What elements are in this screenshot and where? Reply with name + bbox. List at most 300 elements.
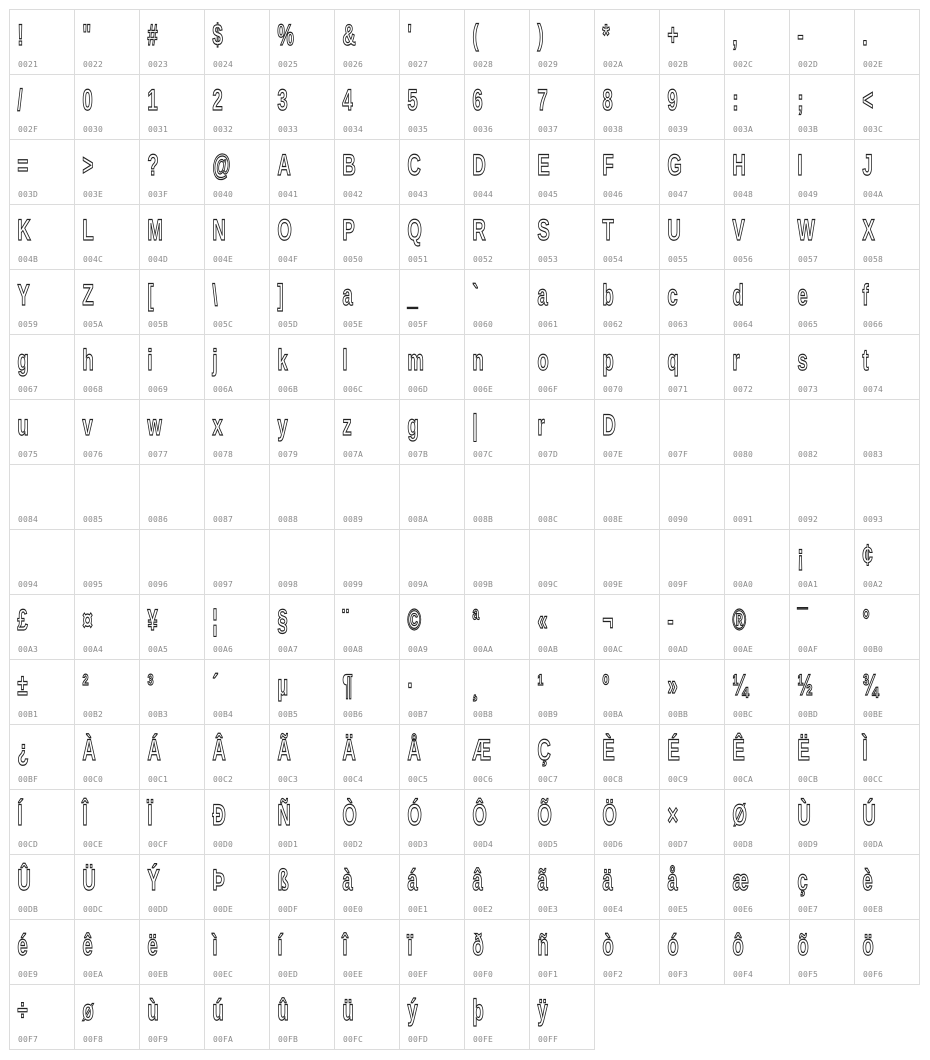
glyph-cell[interactable] (269, 529, 335, 595)
glyph-cell[interactable] (139, 984, 205, 1050)
glyph-cell[interactable] (529, 919, 595, 985)
glyph-cell[interactable] (399, 594, 465, 660)
glyph-preview (663, 471, 699, 511)
glyph-cell[interactable] (334, 139, 400, 205)
glyph-preview: s (797, 344, 808, 377)
glyph-cell[interactable] (529, 594, 595, 660)
glyph-cell[interactable] (334, 464, 400, 530)
glyph-cell[interactable] (659, 334, 725, 400)
glyph-preview: ] (277, 279, 283, 312)
glyph-cell[interactable] (9, 269, 75, 335)
glyph-cell[interactable] (399, 529, 465, 595)
glyph-cell[interactable] (269, 724, 335, 790)
glyph-preview: M (147, 214, 163, 247)
glyph-preview: ? (147, 149, 159, 182)
glyph-cell[interactable] (9, 659, 75, 725)
glyph-cell[interactable] (9, 399, 75, 465)
glyph-cell[interactable] (269, 139, 335, 205)
glyph-cell[interactable] (529, 854, 595, 920)
glyph-cell[interactable] (139, 659, 205, 725)
glyph-preview (533, 471, 569, 511)
glyph-cell[interactable] (74, 204, 140, 270)
glyph-cell[interactable] (854, 854, 920, 920)
glyph-preview: ¼ (732, 669, 748, 702)
glyph-code-label: 0056 (733, 255, 754, 264)
glyph-preview: A (277, 149, 291, 182)
glyph-cell[interactable] (854, 334, 920, 400)
glyph-code-label: 00F2 (603, 970, 624, 979)
glyph-code-label: 0069 (148, 385, 169, 394)
glyph-code-label: 008B (473, 515, 494, 524)
glyph-cell[interactable] (74, 984, 140, 1050)
glyph-cell[interactable] (594, 789, 660, 855)
glyph-cell[interactable] (594, 529, 660, 595)
glyph-cell[interactable] (529, 724, 595, 790)
glyph-preview (858, 406, 894, 446)
glyph-preview: ¬ (602, 604, 613, 637)
glyph-cell[interactable] (464, 789, 530, 855)
glyph-cell[interactable] (659, 529, 725, 595)
glyph-cell[interactable] (724, 594, 790, 660)
glyph-cell[interactable] (204, 529, 270, 595)
glyph-cell[interactable] (464, 204, 530, 270)
glyph-cell[interactable] (789, 334, 855, 400)
glyph-cell[interactable] (204, 74, 270, 140)
glyph-cell[interactable] (399, 464, 465, 530)
glyph-cell[interactable] (464, 724, 530, 790)
glyph-cell[interactable] (204, 594, 270, 660)
glyph-code-label: 00A0 (733, 580, 754, 589)
glyph-cell[interactable] (724, 659, 790, 725)
glyph-cell[interactable] (139, 269, 205, 335)
glyph-cell[interactable] (204, 399, 270, 465)
glyph-cell[interactable] (204, 334, 270, 400)
glyph-cell[interactable] (659, 659, 725, 725)
glyph-cell[interactable] (74, 854, 140, 920)
glyph-cell[interactable] (594, 269, 660, 335)
glyph-code-label: 0052 (473, 255, 494, 264)
glyph-cell[interactable] (399, 74, 465, 140)
glyph-preview: Ë (797, 734, 810, 767)
glyph-cell[interactable] (789, 789, 855, 855)
glyph-cell[interactable] (399, 854, 465, 920)
glyph-cell[interactable] (659, 399, 725, 465)
glyph-cell[interactable] (789, 269, 855, 335)
glyph-cell[interactable] (334, 399, 400, 465)
glyph-cell[interactable] (9, 854, 75, 920)
glyph-preview: ¢ (862, 539, 873, 572)
glyph-cell[interactable] (399, 724, 465, 790)
glyph-cell[interactable] (724, 269, 790, 335)
glyph-cell[interactable] (139, 139, 205, 205)
glyph-cell[interactable] (789, 204, 855, 270)
glyph-preview: Ì (862, 734, 867, 767)
glyph-code-label: 009B (473, 580, 494, 589)
glyph-cell[interactable] (594, 594, 660, 660)
glyph-cell[interactable] (334, 529, 400, 595)
glyph-code-label: 0051 (408, 255, 429, 264)
glyph-cell[interactable] (594, 854, 660, 920)
glyph-cell[interactable] (789, 529, 855, 595)
glyph-preview: o (537, 344, 549, 377)
glyph-cell[interactable] (74, 74, 140, 140)
glyph-cell[interactable] (789, 399, 855, 465)
glyph-preview: õ (797, 929, 809, 962)
glyph-cell[interactable] (399, 269, 465, 335)
glyph-code-label: 00A1 (798, 580, 819, 589)
glyph-cell[interactable] (334, 659, 400, 725)
glyph-code-label: 00D8 (733, 840, 754, 849)
glyph-cell[interactable] (464, 659, 530, 725)
glyph-cell[interactable] (659, 594, 725, 660)
glyph-cell[interactable] (659, 789, 725, 855)
glyph-cell[interactable] (594, 919, 660, 985)
glyph-code-label: 0073 (798, 385, 819, 394)
glyph-cell[interactable] (139, 334, 205, 400)
glyph-cell[interactable] (854, 789, 920, 855)
glyph-cell[interactable] (659, 74, 725, 140)
glyph-cell[interactable] (789, 854, 855, 920)
glyph-preview: 4 (342, 84, 353, 117)
glyph-cell[interactable] (529, 984, 595, 1050)
glyph-cell[interactable] (204, 139, 270, 205)
glyph-cell[interactable] (594, 74, 660, 140)
glyph-cell[interactable] (334, 789, 400, 855)
glyph-cell[interactable] (594, 659, 660, 725)
glyph-code-label: 007C (473, 450, 494, 459)
glyph-preview: ` (472, 279, 478, 312)
glyph-cell[interactable] (269, 9, 335, 75)
glyph-cell[interactable] (334, 9, 400, 75)
glyph-cell[interactable] (724, 529, 790, 595)
glyph-code-label: 0083 (863, 450, 884, 459)
glyph-cell[interactable] (204, 854, 270, 920)
glyph-preview: a (342, 279, 353, 312)
glyph-cell[interactable] (269, 334, 335, 400)
glyph-cell[interactable] (594, 334, 660, 400)
glyph-cell[interactable] (269, 659, 335, 725)
glyph-cell[interactable] (74, 139, 140, 205)
glyph-cell[interactable] (139, 724, 205, 790)
glyph-cell[interactable] (74, 789, 140, 855)
glyph-cell[interactable] (204, 9, 270, 75)
glyph-cell[interactable] (74, 529, 140, 595)
glyph-code-label: 00CF (148, 840, 169, 849)
glyph-cell[interactable] (854, 139, 920, 205)
glyph-cell[interactable] (399, 334, 465, 400)
glyph-code-label: 00BE (863, 710, 884, 719)
glyph-cell[interactable] (464, 464, 530, 530)
glyph-preview: × (667, 799, 678, 832)
glyph-code-label: 0094 (18, 580, 39, 589)
glyph-code-label: 007F (668, 450, 689, 459)
glyph-cell[interactable] (204, 789, 270, 855)
glyph-code-label: 00C8 (603, 775, 624, 784)
glyph-cell[interactable] (334, 269, 400, 335)
glyph-cell[interactable] (334, 724, 400, 790)
glyph-code-label: 00E0 (343, 905, 364, 914)
glyph-preview: ) (537, 19, 543, 52)
glyph-code-label: 00D9 (798, 840, 819, 849)
glyph-cell[interactable] (139, 204, 205, 270)
glyph-cell[interactable] (334, 919, 400, 985)
glyph-cell[interactable] (464, 854, 530, 920)
glyph-cell[interactable] (724, 789, 790, 855)
glyph-cell[interactable] (724, 74, 790, 140)
glyph-cell[interactable] (529, 204, 595, 270)
glyph-code-label: 002B (668, 60, 689, 69)
glyph-cell[interactable] (529, 789, 595, 855)
glyph-code-label: 004A (863, 190, 884, 199)
glyph-cell[interactable] (269, 594, 335, 660)
glyph-code-label: 005B (148, 320, 169, 329)
glyph-cell[interactable] (659, 724, 725, 790)
glyph-cell[interactable] (854, 529, 920, 595)
glyph-cell[interactable] (659, 269, 725, 335)
glyph-code-label: 0092 (798, 515, 819, 524)
glyph-code-label: 00DE (213, 905, 234, 914)
glyph-cell[interactable] (854, 659, 920, 725)
glyph-cell[interactable] (854, 594, 920, 660)
glyph-preview: ß (277, 864, 289, 897)
glyph-code-label: 00C0 (83, 775, 104, 784)
glyph-cell[interactable] (399, 9, 465, 75)
glyph-cell[interactable] (74, 9, 140, 75)
glyph-cell[interactable] (464, 334, 530, 400)
glyph-cell[interactable] (204, 204, 270, 270)
glyph-cell[interactable] (74, 399, 140, 465)
glyph-code-label: 00B7 (408, 710, 429, 719)
glyph-code-label: 0061 (538, 320, 559, 329)
glyph-cell[interactable] (74, 659, 140, 725)
glyph-cell[interactable] (659, 464, 725, 530)
glyph-preview (598, 536, 634, 576)
glyph-cell[interactable] (529, 74, 595, 140)
glyph-cell[interactable] (399, 919, 465, 985)
glyph-cell[interactable] (464, 139, 530, 205)
glyph-code-label: 00F7 (18, 1035, 39, 1044)
glyph-cell[interactable] (724, 204, 790, 270)
glyph-cell[interactable] (399, 139, 465, 205)
glyph-cell[interactable] (659, 854, 725, 920)
glyph-preview: D (602, 409, 616, 442)
glyph-cell[interactable] (334, 984, 400, 1050)
glyph-cell[interactable] (464, 269, 530, 335)
glyph-cell[interactable] (269, 854, 335, 920)
glyph-cell[interactable] (594, 724, 660, 790)
glyph-cell[interactable] (9, 139, 75, 205)
glyph-preview: J (862, 149, 873, 182)
glyph-cell[interactable] (659, 139, 725, 205)
glyph-cell[interactable] (659, 9, 725, 75)
glyph-preview: D (472, 149, 486, 182)
glyph-cell[interactable] (269, 269, 335, 335)
glyph-cell[interactable] (789, 74, 855, 140)
glyph-cell[interactable] (139, 789, 205, 855)
glyph-cell[interactable] (724, 334, 790, 400)
glyph-cell[interactable] (529, 659, 595, 725)
glyph-cell[interactable] (139, 594, 205, 660)
glyph-code-label: 00BC (733, 710, 754, 719)
glyph-cell[interactable] (9, 464, 75, 530)
glyph-code-label: 003E (83, 190, 104, 199)
glyph-cell[interactable] (74, 724, 140, 790)
glyph-cell[interactable] (204, 659, 270, 725)
glyph-preview (793, 406, 829, 446)
glyph-cell[interactable] (594, 464, 660, 530)
glyph-cell[interactable] (139, 399, 205, 465)
glyph-cell[interactable] (594, 139, 660, 205)
glyph-preview: Í (17, 799, 22, 832)
glyph-cell[interactable] (464, 984, 530, 1050)
glyph-code-label: 00EA (83, 970, 104, 979)
glyph-cell[interactable] (854, 269, 920, 335)
glyph-cell[interactable] (529, 9, 595, 75)
glyph-cell[interactable] (334, 74, 400, 140)
glyph-preview (403, 536, 439, 576)
glyph-preview: · (407, 669, 413, 702)
glyph-cell[interactable] (74, 269, 140, 335)
glyph-cell[interactable] (204, 984, 270, 1050)
glyph-preview: I (797, 149, 802, 182)
glyph-cell[interactable] (139, 529, 205, 595)
glyph-cell[interactable] (529, 139, 595, 205)
glyph-preview: Ã (277, 734, 291, 767)
glyph-cell[interactable] (74, 919, 140, 985)
glyph-cell[interactable] (464, 399, 530, 465)
glyph-code-label: 00B9 (538, 710, 559, 719)
glyph-preview: : (732, 84, 738, 117)
glyph-cell[interactable] (724, 139, 790, 205)
glyph-cell[interactable] (74, 464, 140, 530)
glyph-code-label: 0066 (863, 320, 884, 329)
glyph-preview (533, 536, 569, 576)
glyph-cell[interactable] (269, 74, 335, 140)
glyph-cell[interactable] (789, 594, 855, 660)
glyph-cell[interactable] (204, 724, 270, 790)
glyph-preview: " (82, 19, 91, 52)
glyph-cell[interactable] (464, 529, 530, 595)
glyph-cell[interactable] (594, 204, 660, 270)
glyph-cell[interactable] (269, 919, 335, 985)
glyph-cell[interactable] (854, 399, 920, 465)
glyph-preview: _ (407, 279, 418, 312)
glyph-cell[interactable] (9, 724, 75, 790)
glyph-code-label: 0063 (668, 320, 689, 329)
glyph-code-label: 0041 (278, 190, 299, 199)
glyph-cell[interactable] (334, 204, 400, 270)
glyph-cell[interactable] (854, 9, 920, 75)
glyph-preview (728, 536, 764, 576)
glyph-cell[interactable] (9, 789, 75, 855)
glyph-cell[interactable] (269, 464, 335, 530)
glyph-cell[interactable] (204, 919, 270, 985)
glyph-cell[interactable] (724, 724, 790, 790)
glyph-cell[interactable] (854, 464, 920, 530)
glyph-cell[interactable] (529, 464, 595, 530)
glyph-code-label: 0023 (148, 60, 169, 69)
glyph-code-label: 0049 (798, 190, 819, 199)
glyph-cell[interactable] (9, 9, 75, 75)
glyph-cell[interactable] (529, 269, 595, 335)
glyph-cell[interactable] (789, 9, 855, 75)
glyph-cell[interactable] (594, 9, 660, 75)
glyph-cell[interactable] (399, 399, 465, 465)
glyph-cell[interactable] (139, 854, 205, 920)
glyph-cell[interactable] (724, 919, 790, 985)
glyph-cell[interactable] (464, 594, 530, 660)
glyph-cell[interactable] (9, 984, 75, 1050)
glyph-preview (143, 536, 179, 576)
glyph-cell[interactable] (789, 464, 855, 530)
glyph-cell[interactable] (334, 334, 400, 400)
glyph-cell[interactable] (139, 919, 205, 985)
glyph-cell[interactable] (334, 594, 400, 660)
glyph-cell[interactable] (139, 74, 205, 140)
glyph-cell[interactable] (269, 399, 335, 465)
glyph-cell[interactable] (659, 204, 725, 270)
glyph-cell[interactable] (269, 984, 335, 1050)
glyph-code-label: 0036 (473, 125, 494, 134)
glyph-cell[interactable] (9, 919, 75, 985)
glyph-cell[interactable] (789, 919, 855, 985)
glyph-cell[interactable] (399, 984, 465, 1050)
glyph-code-label: 008C (538, 515, 559, 524)
glyph-cell[interactable] (399, 789, 465, 855)
glyph-cell[interactable] (399, 204, 465, 270)
glyph-cell[interactable] (464, 9, 530, 75)
glyph-cell[interactable] (9, 594, 75, 660)
glyph-cell[interactable] (724, 9, 790, 75)
glyph-cell[interactable] (464, 919, 530, 985)
glyph-cell[interactable] (9, 204, 75, 270)
glyph-cell[interactable] (9, 74, 75, 140)
glyph-cell[interactable] (204, 269, 270, 335)
glyph-cell[interactable] (854, 74, 920, 140)
glyph-cell[interactable] (659, 919, 725, 985)
glyph-cell[interactable] (9, 334, 75, 400)
glyph-cell[interactable] (464, 74, 530, 140)
glyph-cell[interactable] (139, 9, 205, 75)
glyph-preview: . (862, 19, 867, 52)
glyph-cell[interactable] (789, 724, 855, 790)
glyph-cell[interactable] (594, 399, 660, 465)
glyph-cell[interactable] (724, 399, 790, 465)
glyph-cell[interactable] (724, 464, 790, 530)
glyph-cell[interactable] (269, 789, 335, 855)
glyph-cell[interactable] (139, 464, 205, 530)
glyph-cell[interactable] (789, 659, 855, 725)
glyph-cell[interactable] (269, 204, 335, 270)
glyph-cell[interactable] (529, 529, 595, 595)
glyph-cell[interactable] (9, 529, 75, 595)
glyph-code-label: 002C (733, 60, 754, 69)
glyph-cell[interactable] (854, 724, 920, 790)
glyph-cell[interactable] (334, 854, 400, 920)
glyph-preview: L (82, 214, 94, 247)
glyph-cell[interactable] (789, 139, 855, 205)
glyph-cell[interactable] (529, 399, 595, 465)
glyph-cell[interactable] (854, 204, 920, 270)
glyph-cell[interactable] (854, 919, 920, 985)
glyph-cell[interactable] (204, 464, 270, 530)
glyph-cell[interactable] (399, 659, 465, 725)
glyph-cell[interactable] (74, 594, 140, 660)
glyph-cell[interactable] (74, 334, 140, 400)
glyph-preview: Ù (797, 799, 811, 832)
glyph-cell[interactable] (724, 854, 790, 920)
glyph-cell[interactable] (529, 334, 595, 400)
